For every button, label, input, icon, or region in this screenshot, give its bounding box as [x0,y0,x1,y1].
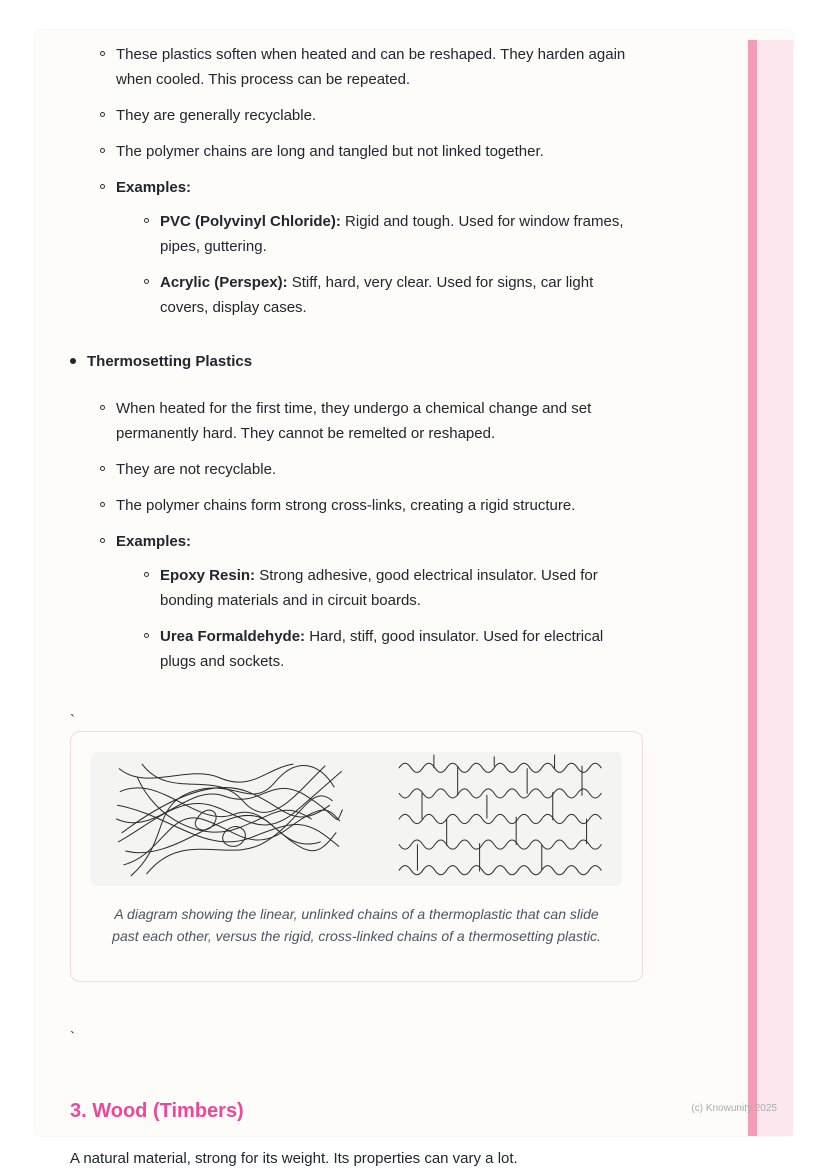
term-description: Strong adhesive, good electrical insulator. Used for bonding materials and in circuit boards. [160,567,598,609]
term-bold: Acrylic (Perspex): [160,274,288,291]
list-item-text: The polymer chains form strong cross-links, creating a rigid structure. [116,497,576,514]
thermosetting-title-item [70,349,643,374]
circle-bullet-icon [100,538,105,543]
list-item-text: They are not recyclable. [116,461,277,478]
polymer-chains-diagram-box [91,752,622,886]
thermoplastic-tangled-chains-diagram [105,755,353,883]
thermoplastics-bullet-list [100,42,643,331]
list-item [100,103,643,128]
circle-bullet-icon [144,572,149,577]
thermosetting-title [87,349,252,374]
thermosetting-examples-list [116,563,643,674]
list-item-text: These plastics soften when heated and can be reshaped. They harden again when cooled. This process can be repeated. [116,46,626,88]
circle-bullet-icon [100,184,105,189]
list-item-text: They are generally recyclable. [116,107,317,124]
circle-bullet-icon [144,633,149,638]
term-description: Hard, stiff, good insulator. Used for electrical plugs and sockets. [160,628,604,670]
term-description: Stiff, hard, very clear. Used for signs, car light covers, display cases. [160,274,594,316]
thermosetting-bullet-list [100,396,643,685]
circle-bullet-icon [100,112,105,117]
circle-bullet-icon [100,405,105,410]
stray-backtick: ` [70,1029,75,1046]
list-item-text: When heated for the first time, they undergo a chemical change and set permanently hard. They cannot be remelted or reshaped. [116,400,592,442]
list-item-text: The polymer chains are long and tangled but not linked together. [116,143,544,160]
stray-backtick: ` [70,712,75,729]
term-bold: Urea Formaldehyde: [160,628,306,645]
list-item [100,175,643,331]
term-bold: Epoxy Resin: [160,567,256,584]
section-heading-wood: 3. Wood (Timbers) [70,1100,244,1122]
circle-bullet-icon [144,279,149,284]
list-item [100,42,643,92]
list-item [100,139,643,164]
term-description: Rigid and tough. Used for window frames, pipes, guttering. [160,213,624,255]
examples-label [116,175,643,200]
wood-intro-paragraph: A natural material, strong for its weight. Its properties can vary a lot. [70,1150,518,1167]
thermosetting-crosslinked-chains-diagram [396,755,608,883]
circle-bullet-icon [100,502,105,507]
list-item-text [160,624,643,674]
circle-bullet-icon [100,466,105,471]
disc-bullet-icon [70,358,76,364]
examples-label [116,529,643,554]
list-item [100,493,643,518]
list-item [100,396,643,446]
page-content [35,30,793,1171]
list-item-text [160,270,643,320]
list-item [100,529,643,685]
figure-caption: A diagram showing the linear, unlinked chains of a thermoplastic that can slide past each other, versus the rigid, cross-linked chains of a thermosetting plastic. [112,906,601,944]
circle-bullet-icon [100,51,105,56]
list-item-text [160,209,643,259]
document-page [35,30,793,1167]
examples-label-bold: Examples: [116,533,192,550]
list-item [144,563,643,613]
figure-card [70,731,643,982]
examples-label-bold: Examples: [116,179,192,196]
list-item [144,270,643,320]
circle-bullet-icon [144,218,149,223]
thermoplastics-examples-list [116,209,643,320]
list-item [144,624,643,674]
list-item-text [160,563,643,613]
thermosetting-title-bold: Thermosetting Plastics [87,353,253,370]
term-bold: PVC (Polyvinyl Chloride): [160,213,341,230]
circle-bullet-icon [100,148,105,153]
list-item [144,209,643,259]
watermark: (c) Knowunity 2025 [691,1103,777,1114]
list-item [100,457,643,482]
